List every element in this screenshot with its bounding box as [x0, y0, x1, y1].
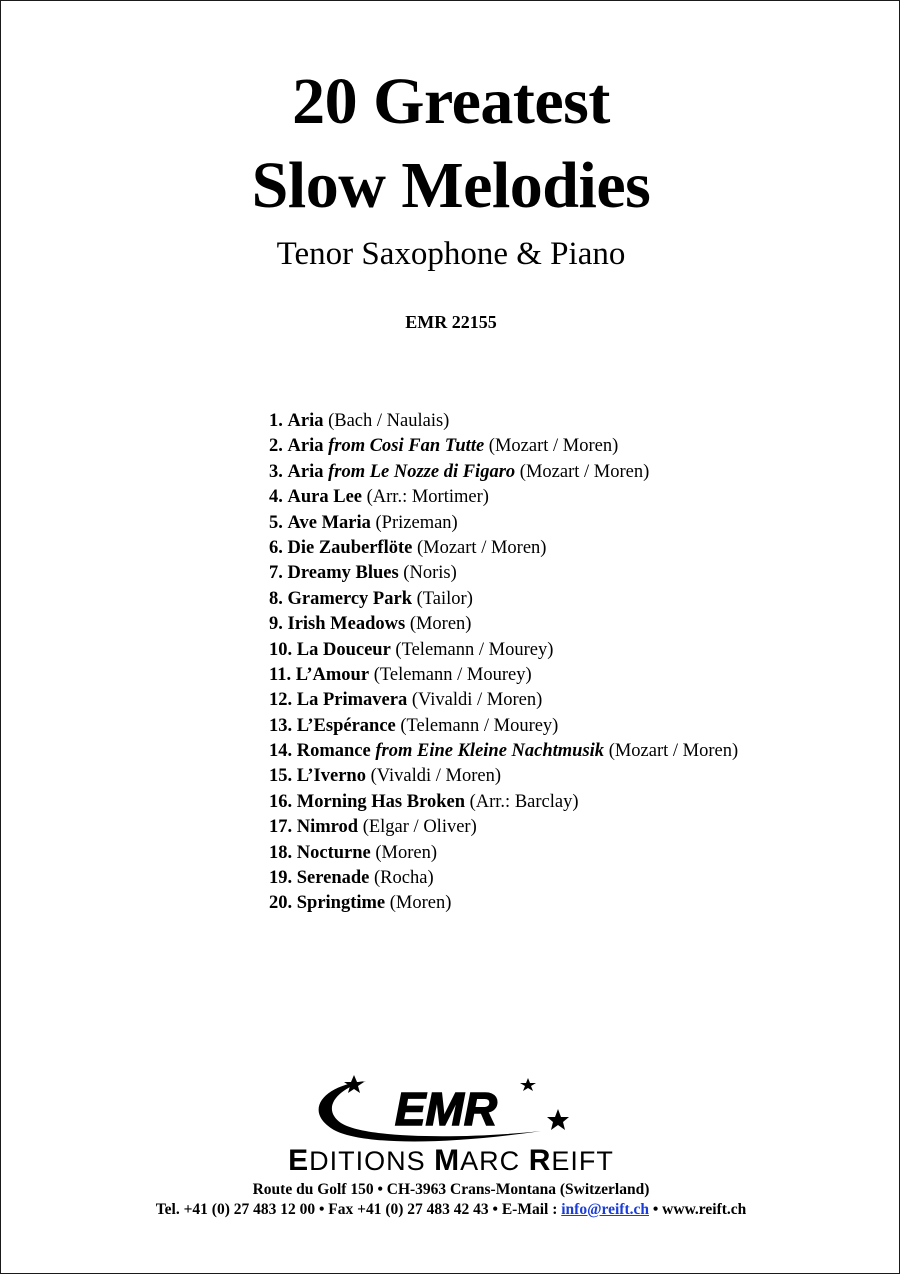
piece-number: 9.	[269, 614, 283, 635]
contents-item	[269, 511, 738, 536]
piece-credit: (Arr.: Barclay)	[469, 791, 579, 812]
piece-credit: (Tailor)	[416, 588, 473, 609]
brand-initial: E	[288, 1144, 310, 1177]
logo-star-left	[344, 1075, 364, 1093]
piece-number: 3.	[269, 461, 283, 482]
piece-credit: (Arr.: Mortimer)	[366, 487, 489, 508]
piece-title: Serenade	[296, 868, 370, 889]
piece-credit: (Mozart / Moren)	[416, 537, 547, 558]
piece-number: 4.	[269, 487, 283, 508]
piece-number: 10.	[269, 639, 293, 660]
contents-item	[269, 764, 738, 789]
piece-credit: (Rocha)	[374, 868, 434, 889]
contents-item	[269, 460, 738, 485]
piece-credit: (Vivaldi / Moren)	[370, 766, 502, 787]
piece-title: Aura Lee	[287, 487, 362, 508]
contents-item	[269, 815, 738, 840]
contents-item	[269, 841, 738, 866]
piece-number: 17.	[269, 817, 293, 838]
piece-credit: (Mozart / Moren)	[608, 741, 739, 762]
piece-credit: (Moren)	[375, 842, 438, 863]
piece-title: Dreamy Blues	[287, 563, 399, 584]
piece-number: 15.	[269, 766, 293, 787]
piece-credit: (Bach / Naulais)	[328, 411, 450, 431]
instrumentation-subtitle: Tenor Saxophone & Piano	[276, 236, 626, 272]
piece-title: La Primavera	[296, 690, 408, 711]
piece-credit: (Prizeman)	[375, 512, 458, 533]
catalog-code: EMR 22155	[405, 312, 497, 332]
piece-title: Springtime	[296, 893, 386, 914]
piece-number: 1.	[269, 411, 283, 431]
brand-initial: R	[528, 1144, 552, 1177]
contents-item	[269, 891, 738, 916]
piece-credit: (Vivaldi / Moren)	[411, 690, 543, 711]
contents-item	[269, 790, 738, 815]
publisher-name	[1, 1146, 900, 1176]
contact-phone-fax: Tel. +41 (0) 27 483 12 00 • Fax +41 (0) 27 483 42 43 • E-Mail :	[155, 1201, 562, 1218]
contents-item	[269, 536, 738, 561]
piece-title: Gramercy Park	[287, 588, 412, 609]
contents-item	[269, 866, 738, 891]
piece-title: Morning Has Broken	[296, 791, 465, 812]
piece-title: Irish Meadows	[287, 614, 406, 635]
contents-item	[269, 663, 738, 688]
contents-list	[269, 409, 738, 917]
contents-item	[269, 409, 738, 434]
piece-title: Romance	[296, 741, 371, 762]
piece-title: Die Zauberflöte	[287, 537, 413, 558]
contact-website: • www.reift.ch	[649, 1201, 747, 1218]
piece-credit: (Elgar / Oliver)	[362, 817, 477, 838]
piece-title: Aria	[287, 461, 324, 482]
piece-credit: (Moren)	[389, 893, 452, 914]
piece-number: 14.	[269, 741, 293, 762]
piece-number: 12.	[269, 690, 293, 711]
logo-text: EMR	[394, 1083, 498, 1135]
piece-number: 19.	[269, 868, 293, 889]
piece-number: 11.	[269, 664, 292, 685]
piece-title: Aria	[287, 436, 324, 457]
contents-item	[269, 434, 738, 459]
contents-item	[269, 688, 738, 713]
piece-number: 5.	[269, 512, 283, 533]
brand-initial: M	[434, 1144, 461, 1177]
piece-number: 2.	[269, 436, 283, 457]
contents-item	[269, 638, 738, 663]
brand-word: ARC	[460, 1146, 529, 1176]
piece-title: Ave Maria	[287, 512, 371, 533]
contents-item	[269, 485, 738, 510]
piece-number: 8.	[269, 588, 283, 609]
email-link[interactable]: info@reift.ch	[561, 1201, 649, 1218]
brand-word: EIFT	[551, 1146, 614, 1176]
piece-number: 13.	[269, 715, 293, 736]
piece-title: Nocturne	[296, 842, 371, 863]
piece-credit: (Moren)	[409, 614, 472, 635]
logo-star-right	[547, 1109, 569, 1130]
piece-credit: (Noris)	[403, 563, 457, 584]
piece-credit: (Mozart / Moren)	[519, 461, 650, 482]
piece-credit: (Telemann / Mourey)	[373, 664, 532, 685]
piece-number: 7.	[269, 563, 283, 584]
title-line-1: 20 Greatest	[292, 65, 610, 138]
brand-word: DITIONS	[309, 1146, 435, 1176]
contents-item	[269, 561, 738, 586]
piece-credit: (Telemann / Mourey)	[400, 715, 559, 736]
piece-title: L’Amour	[295, 664, 370, 685]
piece-number: 18.	[269, 842, 293, 863]
piece-title: Nimrod	[296, 817, 359, 838]
piece-number: 16.	[269, 791, 293, 812]
contents-item	[269, 714, 738, 739]
title-line-2: Slow Melodies	[251, 149, 651, 222]
piece-number: 6.	[269, 537, 283, 558]
piece-title: La Douceur	[296, 639, 391, 660]
contents-item	[269, 612, 738, 637]
publisher-address: Route du Golf 150 • CH-3963 Crans-Montana (Switzerland)	[252, 1181, 650, 1198]
contents-item	[269, 587, 738, 612]
piece-source: from Eine Kleine Nachtmusik	[375, 741, 605, 762]
piece-title: L’Iverno	[296, 766, 366, 787]
piece-credit: (Mozart / Moren)	[488, 436, 619, 457]
emr-logo	[296, 1073, 596, 1148]
contents-item	[269, 739, 738, 764]
piece-credit: (Telemann / Mourey)	[395, 639, 554, 660]
publisher-contact	[1, 1201, 900, 1219]
piece-source: from Le Nozze di Figaro	[328, 461, 516, 482]
piece-title: Aria	[287, 411, 324, 431]
piece-source: from Cosi Fan Tutte	[328, 436, 485, 457]
logo-star-top	[520, 1078, 536, 1091]
piece-number: 20.	[269, 893, 293, 914]
piece-title: L’Espérance	[296, 715, 396, 736]
